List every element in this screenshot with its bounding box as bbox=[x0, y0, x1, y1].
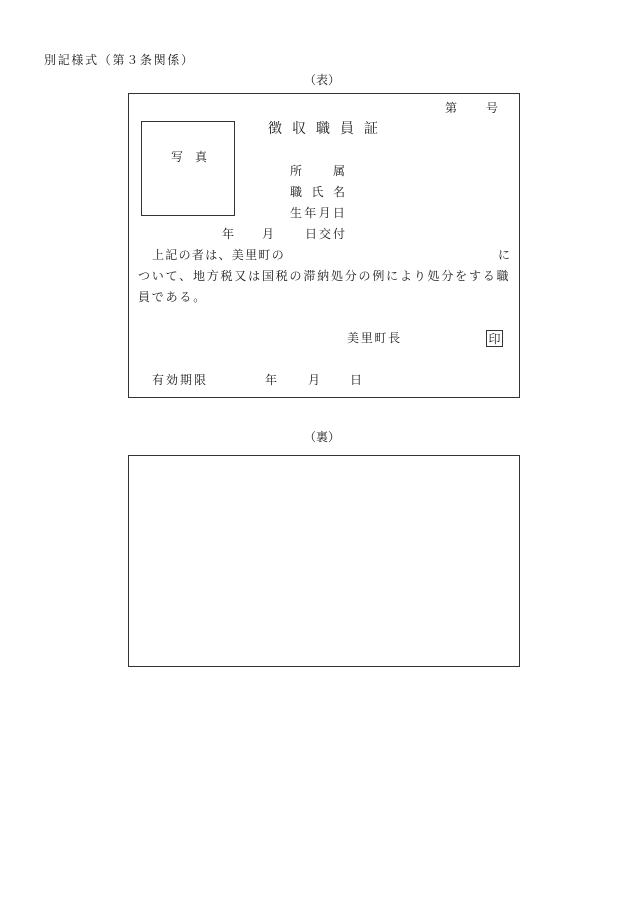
issuer-title: 美里町長 bbox=[347, 331, 402, 345]
validity-label: 有効期限 bbox=[152, 373, 209, 387]
photo-label: 写真 bbox=[171, 150, 220, 164]
statement-line-1: 上記の者は、美里町の bbox=[152, 248, 286, 262]
birthdate-label: 生年月日 bbox=[290, 206, 348, 220]
card-title: 徴収職員証 bbox=[268, 121, 388, 137]
statement-line-1-end: に bbox=[498, 248, 511, 262]
back-side-label: （裏） bbox=[304, 430, 341, 444]
issue-year-label: 年 bbox=[222, 227, 235, 241]
official-name-label: 職氏名 bbox=[290, 185, 355, 199]
seal-mark: 印 bbox=[486, 330, 503, 347]
photo-frame bbox=[141, 121, 235, 216]
issue-month-label: 月 bbox=[262, 227, 275, 241]
card-number-prefix: 第 bbox=[445, 101, 458, 115]
front-side-label: （表） bbox=[304, 73, 341, 87]
back-card-frame bbox=[128, 455, 520, 667]
card-number-suffix: 号 bbox=[486, 101, 499, 115]
issue-day-label: 日交付 bbox=[305, 227, 348, 241]
affiliation-label: 所属 bbox=[290, 164, 377, 178]
validity-year-label: 年 bbox=[265, 373, 278, 387]
validity-day-label: 日 bbox=[350, 373, 363, 387]
form-label: 別記様式（第３条関係） bbox=[44, 53, 195, 67]
validity-month-label: 月 bbox=[308, 373, 321, 387]
statement-line-3: 員である。 bbox=[138, 290, 208, 304]
statement-line-2: ついて、地方税又は国税の滞納処分の例により処分をする職 bbox=[138, 269, 511, 283]
